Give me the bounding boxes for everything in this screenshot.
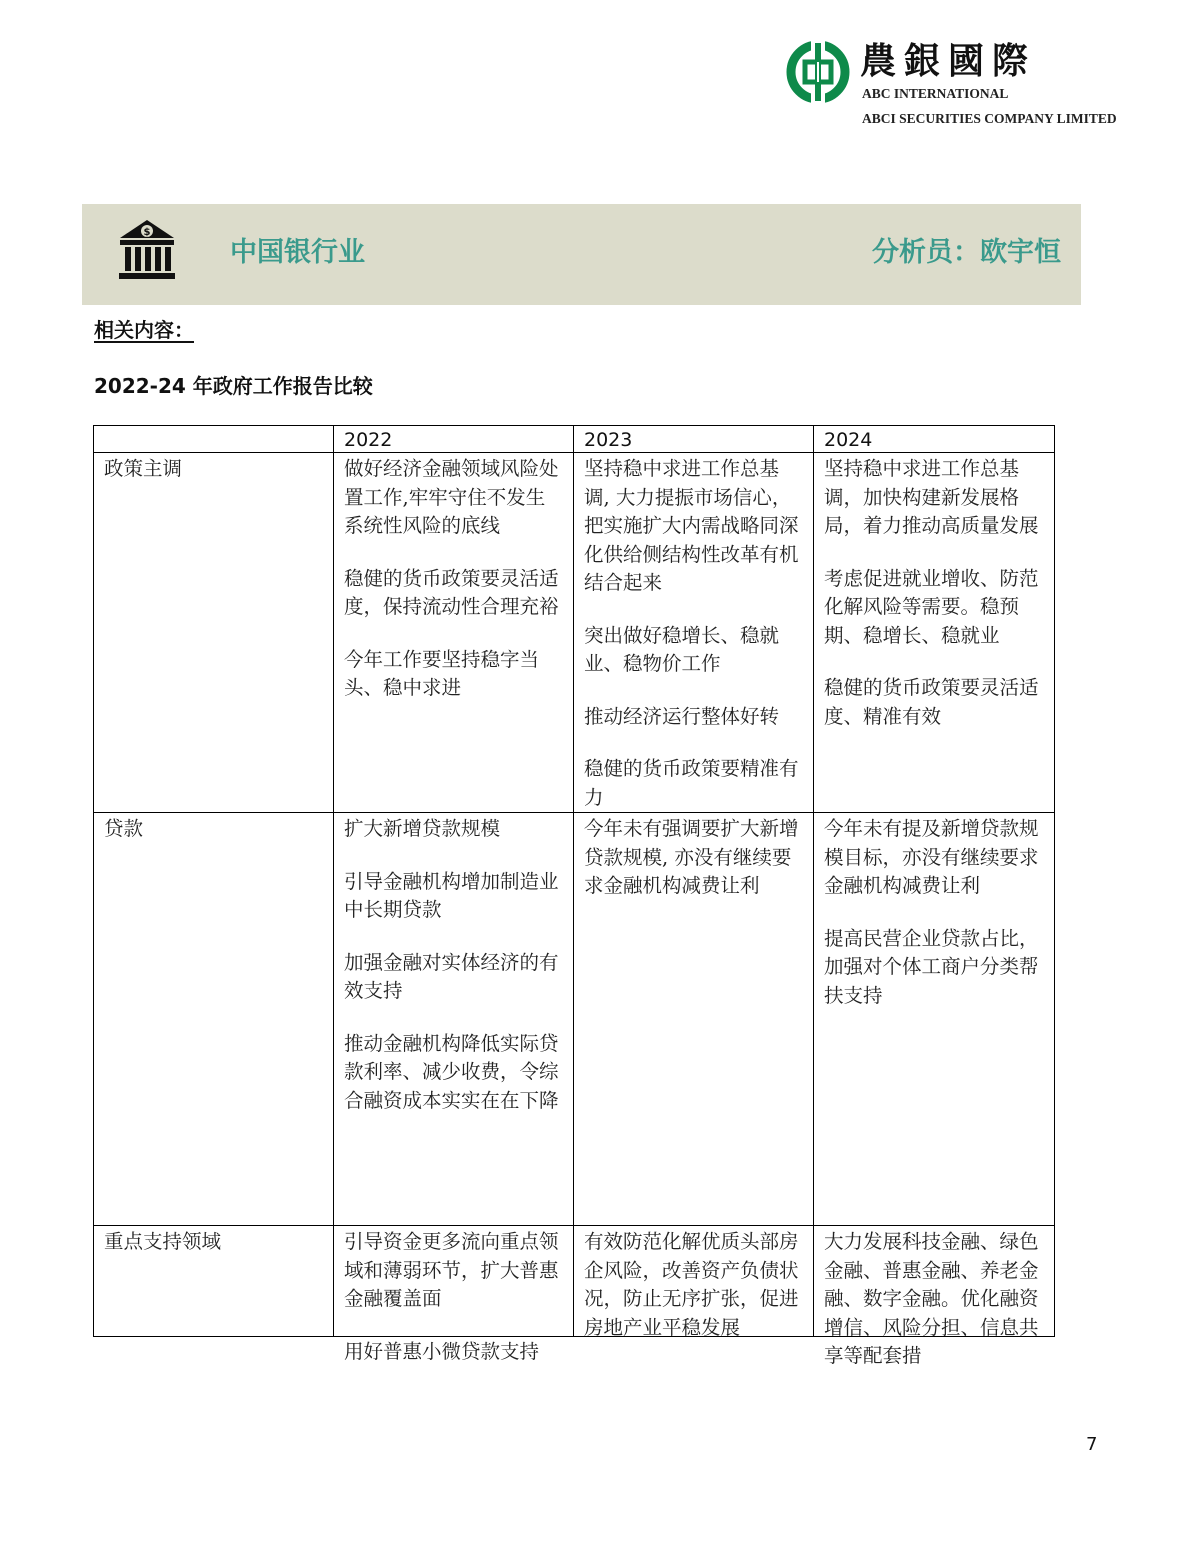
page-number: 7 <box>1086 1434 1098 1455</box>
cell-paragraph: 用好普惠小微贷款支持 <box>344 1339 540 1363</box>
sector-banner <box>82 204 1081 305</box>
cell-focus-2022 <box>334 1226 574 1363</box>
cell-paragraph: 引导资金更多流向重点领域和薄弱环节，扩大普惠金融覆盖面 <box>344 1230 559 1310</box>
logo-chinese-name: 農銀國際 <box>860 40 1037 82</box>
cell-paragraph: 坚持稳中求进工作总基调，加快构建新发展格局，着力推动高质量发展 <box>824 457 1039 537</box>
cell-clip <box>344 1228 563 1363</box>
row-label-loans: 贷款 <box>94 813 334 1226</box>
cell-paragraph: 提高民营企业贷款占比，加强对个体工商户分类帮扶支持 <box>824 926 1039 1007</box>
cell-policy-2022 <box>334 453 574 813</box>
cell-paragraph: 大力发展科技金融、绿色金融、普惠金融、养老金融、数字金融。优化融资增信、风险分担、信息共享等配套措 <box>824 1230 1039 1367</box>
cell-paragraph: 稳健的货币政策要精准有力 <box>584 757 799 809</box>
cell-focus-2024 <box>814 1226 1055 1367</box>
row-label-policy: 政策主调 <box>94 453 334 813</box>
cell-paragraph: 稳健的货币政策要灵活适度，保持流动性合理充裕 <box>344 566 559 618</box>
bank-icon <box>116 216 178 282</box>
header-2022: 2022 <box>334 426 574 453</box>
cell-loans-2023 <box>574 813 814 1226</box>
abc-logo-icon <box>786 40 850 104</box>
cell-paragraph: 推动金融机构降低实际贷款利率、减少收费，令综合融资成本实实在在下降 <box>344 1031 559 1112</box>
cell-paragraph: 引导金融机构增加制造业中长期贷款 <box>344 869 559 921</box>
header-2024: 2024 <box>814 426 1055 453</box>
cell-paragraph: 坚持稳中求进工作总基调, 大力提振市场信心，把实施扩大内需战略同深化供给侧结构性改革有机结合起来 <box>584 457 799 594</box>
header-empty <box>94 426 334 453</box>
cell-paragraph: 今年未有强调要扩大新增贷款规模, 亦没有继续要求金融机构减费让利 <box>584 817 799 897</box>
cell-clip <box>584 1228 803 1339</box>
row-label-focus-areas: 重点支持领域 <box>94 1226 334 1337</box>
table-header-row <box>94 426 1055 453</box>
cell-focus-2023 <box>574 1226 814 1337</box>
cell-paragraph: 加强金融对实体经济的有效支持 <box>344 950 559 1002</box>
cell-paragraph: 突出做好稳增长、稳就业、稳物价工作 <box>584 623 780 675</box>
svg-text:$: $ <box>143 227 151 238</box>
logo-company-name: ABCI SECURITIES COMPANY LIMITED <box>862 111 1117 126</box>
related-content-heading: 相关内容： <box>94 318 194 342</box>
header-2023: 2023 <box>574 426 814 453</box>
company-logo <box>786 38 1166 138</box>
comparison-table <box>93 425 1055 1367</box>
analyst-name: 分析员：欧宇恒 <box>872 237 1061 268</box>
cell-paragraph: 稳健的货币政策要灵活适度、精准有效 <box>824 676 1039 728</box>
cell-policy-2023 <box>574 453 814 813</box>
cell-paragraph: 推动经济运行整体好转 <box>584 704 780 728</box>
cell-paragraph: 有效防范化解优质头部房企风险，改善资产负债状况，防止无序扩张，促进房地产业平稳发展 <box>584 1230 799 1339</box>
cell-paragraph: 考虑促进就业增收、防范化解风险等需要。稳预期、稳增长、稳就业 <box>824 566 1039 647</box>
cell-paragraph: 今年未有提及新增贷款规模目标，亦没有继续要求金融机构减费让利 <box>824 817 1039 897</box>
cell-paragraph: 做好经济金融领域风险处置工作,牢牢守住不发生系统性风险的底线 <box>344 457 559 537</box>
table-row <box>94 813 1055 1226</box>
cell-paragraph: 今年工作要坚持稳字当头、稳中求进 <box>344 647 540 699</box>
cell-loans-2024 <box>814 813 1055 1226</box>
cell-loans-2022 <box>334 813 574 1226</box>
cell-clip <box>824 1228 1044 1367</box>
table-row <box>94 1226 1055 1337</box>
cell-policy-2024 <box>814 453 1055 813</box>
table-title: 2022-24 年政府工作报告比较 <box>94 374 373 398</box>
cell-paragraph: 扩大新增贷款规模 <box>344 817 501 840</box>
sector-title: 中国银行业 <box>230 237 365 268</box>
table-row <box>94 453 1055 813</box>
logo-english-name: ABC INTERNATIONAL <box>862 86 1009 101</box>
